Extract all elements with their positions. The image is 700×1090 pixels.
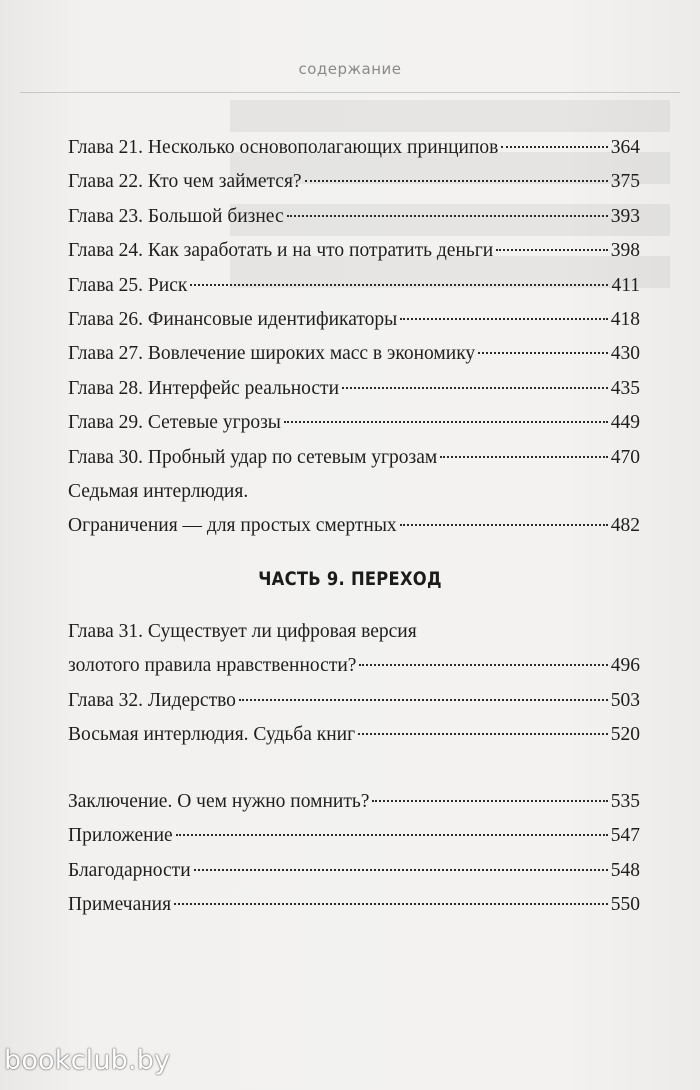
toc-block-part-9 (68, 615, 640, 753)
toc-entry-ch27[interactable]: Глава 27. Вовлечение широких масс в экономику 430 (68, 343, 640, 365)
toc-entry-ch28[interactable]: Глава 28. Интерфейс реальности 435 (68, 377, 640, 399)
toc-entry-ch32[interactable]: Глава 32. Лидерство 503 (68, 689, 640, 711)
toc-entry-ch26[interactable]: Глава 26. Финансовые идентификаторы 418 (68, 308, 640, 330)
toc-block-back-matter (68, 785, 640, 923)
toc-entry-ch30[interactable]: Глава 30. Пробный удар по сетевым угрозам 470 (68, 446, 640, 468)
toc-entry-interlude7[interactable]: Ограничения — для простых смертных 482 (68, 515, 640, 537)
toc-interlude7-line1: Седьмая интерлюдия. (68, 480, 249, 502)
toc-entry-appendix[interactable]: Приложение 547 (68, 825, 640, 847)
toc-entry-notes[interactable]: Примечания 550 (68, 894, 640, 916)
toc-entry-ch21[interactable]: Глава 21. Несколько основополагающих принципов 364 (68, 137, 640, 158)
toc-entry-ch25[interactable]: Глава 25. Риск 411 (68, 274, 640, 296)
toc-ch31-line1: Глава 31. Существует ли цифровая версия (68, 621, 417, 642)
toc-entry-conclusion[interactable]: Заключение. О чем нужно помнить? 535 (68, 791, 640, 812)
toc-entry-ch22[interactable]: Глава 22. Кто чем займется? 375 (68, 171, 640, 193)
toc-entry-ch24[interactable]: Глава 24. Как заработать и на что потратить деньги 398 (68, 240, 640, 262)
running-head: содержание (298, 60, 402, 78)
site-watermark: bookclub.by (4, 1045, 171, 1076)
toc-entry-ch23[interactable]: Глава 23. Большой бизнес 393 (68, 205, 640, 227)
header-rule (20, 92, 680, 93)
part-heading: ЧАСТЬ 9. ПЕРЕХОД (258, 568, 442, 590)
toc-entry-ch29[interactable]: Глава 29. Сетевые угрозы 449 (68, 412, 640, 434)
toc-entry-acknowledgements[interactable]: Благодарности 548 (68, 859, 640, 881)
toc-entry-ch31[interactable]: золотого правила нравственности? 496 (68, 655, 640, 677)
toc-block-chapters-21-30 (68, 131, 640, 544)
toc-entry-interlude8[interactable]: Восьмая интерлюдия. Судьба книг 520 (68, 724, 640, 746)
